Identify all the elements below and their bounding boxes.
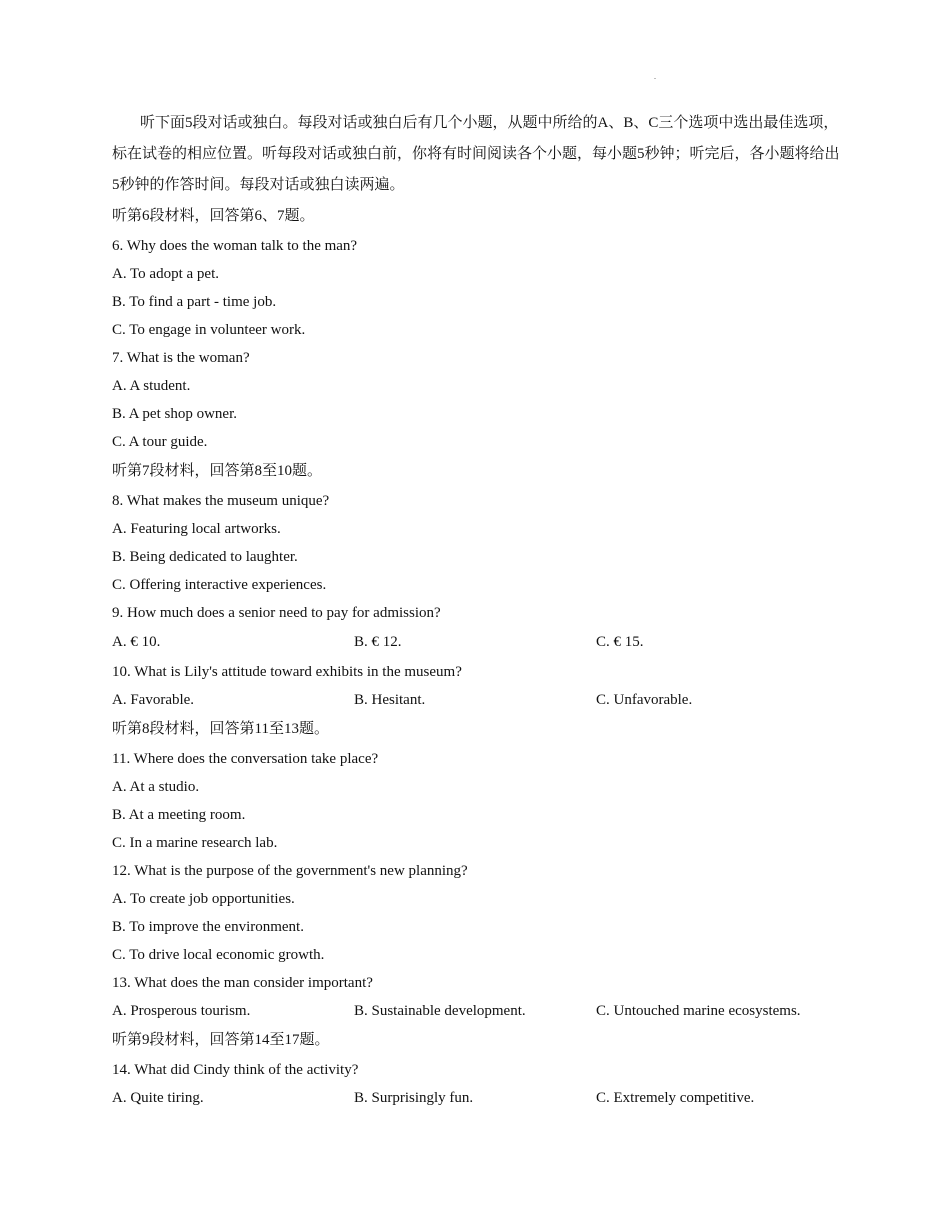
section-heading: 听第9段材料，回答第14至17题。 [112,1032,330,1048]
option-a: A. To create job opportunities. [112,891,295,907]
option-c: C. Offering interactive experiences. [112,577,327,593]
option-c: C. Extremely competitive. [596,1090,755,1106]
option-c: C. To engage in volunteer work. [112,322,306,338]
option-a: A. Quite tiring. [112,1090,204,1106]
option-a: A. At a studio. [112,779,200,795]
option-c: C. A tour guide. [112,434,208,450]
option-a: A. To adopt a pet. [112,266,219,282]
option-b: B. To improve the environment. [112,919,304,935]
option-a: A. € 10. [112,634,161,650]
section-heading: 听第7段材料，回答第8至10题。 [112,463,323,479]
option-b: B. € 12. [354,634,402,650]
question-stem: 11. Where does the conversation take place? [112,751,379,767]
question-stem: 6. Why does the woman talk to the man? [112,238,358,254]
option-c: C. In a marine research lab. [112,835,278,851]
option-a: A. Favorable. [112,692,195,708]
section-heading: 听第8段材料，回答第11至13题。 [112,721,329,737]
question-stem: 8. What makes the museum unique? [112,493,330,509]
options-row [112,627,840,658]
option-a: A. Featuring local artworks. [112,521,281,537]
question-stem: 7. What is the woman? [112,350,250,366]
question-stem: 9. How much does a senior need to pay for admission? [112,605,441,621]
option-c: C. € 15. [596,634,644,650]
instructions-paragraph: 听下面5段对话或独白。每段对话或独白后有几个小题，从题中所给的A、B、C三个选项中选出最佳选项，标在试卷的相应位置。听每段对话或独白前，你将有时间阅读各个小题，每小题5秒钟；听完后，各小题将给出5秒钟的作答时间。每段对话或独白读两遍。 [112,115,840,193]
question-stem: 12. What is the purpose of the government's new planning? [112,863,468,879]
listening-section [112,108,840,1112]
option-b: B. Hesitant. [354,692,426,708]
option-c: C. To drive local economic growth. [112,947,325,963]
options-row [112,997,840,1025]
options-row [112,1084,840,1112]
option-b: B. Surprisingly fun. [354,1090,474,1106]
option-b: B. Being dedicated to laughter. [112,549,298,565]
question-stem: 14. What did Cindy think of the activity? [112,1062,359,1078]
option-b: B. To find a part - time job. [112,294,277,310]
option-c: C. Untouched marine ecosystems. [596,1003,801,1019]
option-c: C. Unfavorable. [596,692,693,708]
section-heading: 听第6段材料，回答第6、7题。 [112,208,315,224]
option-b: B. A pet shop owner. [112,406,238,422]
option-b: B. At a meeting room. [112,807,246,823]
option-b: B. Sustainable development. [354,1003,526,1019]
option-a: A. A student. [112,378,191,394]
options-row [112,686,840,714]
header-mark: . [654,72,656,81]
question-stem: 13. What does the man consider important? [112,975,373,991]
option-a: A. Prosperous tourism. [112,1003,251,1019]
question-stem: 10. What is Lily's attitude toward exhibits in the museum? [112,664,462,680]
